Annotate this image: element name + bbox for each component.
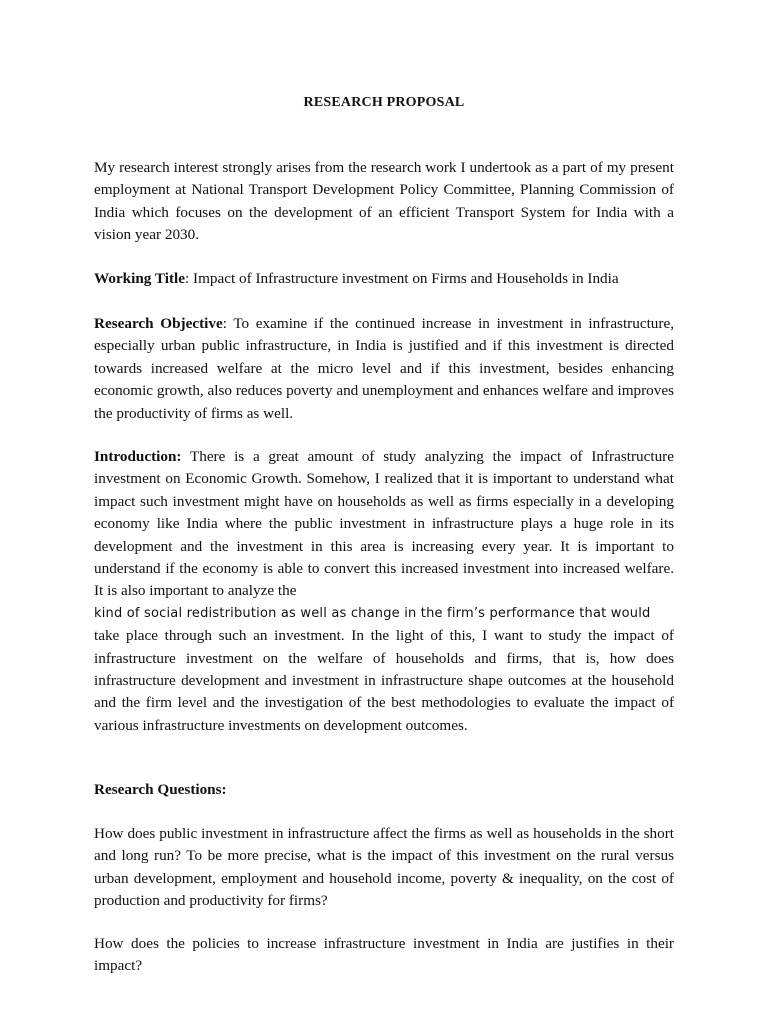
introduction-label: Introduction: — [94, 448, 182, 465]
document-title: RESEARCH PROPOSAL — [303, 95, 465, 110]
introduction-text-part1: There is a great amount of study analyzing the impact of Infrastructure investment on Economic Growth. Somehow, I realized that it is important to understand what impact such investment might have on households as well as firms especially in a developing economy like India where the public investment in infrastructure plays a huge role in its development and the investment in this area is increasing every year. It is important to understand if the economy is able to convert this increased investment into increased welfare. It is also important to analyze the — [94, 448, 674, 600]
research-objective-text: : To examine if the continued increase in investment in infrastructure, especially urban public infrastructure, in India is justified and if this investment is directed towards increased welfare at the micro level and if this investment, besides enhancing economic growth, also reduces poverty and unemployment and enhances welfare and improves the productivity of firms as well. — [94, 315, 674, 422]
research-objective-paragraph — [94, 313, 674, 425]
working-title-label: Working Title — [94, 270, 186, 287]
working-title-text: : Impact of Infrastructure investment on Firms and Households in India — [185, 270, 619, 287]
working-title-paragraph — [94, 268, 674, 290]
research-questions-heading: Research Questions: — [94, 781, 227, 798]
intro-paragraph: My research interest strongly arises from the research work I undertook as a part of my present employment at National Transport Development Policy Committee, Planning Commission of India which focuses on the development of an efficient Transport System for India with a vision year 2030. — [94, 159, 674, 244]
introduction-text-part2: take place through such an investment. In the light of this, I want to study the impact of infrastructure investment on the welfare of households and firms, that is, how does infrastructure development and investment in infrastructure shape outcomes at the household and the firm level and the investigation of the best methodologies to evaluate the impact of various infrastructure investments on development outcomes. — [94, 627, 674, 734]
research-question-1: How does public investment in infrastructure affect the firms as well as households in the short and long run? To be more precise, what is the impact of this investment on the rural versus urban development, employment and household income, poverty & inequality, on the cost of production and productivity for firms? — [94, 825, 674, 910]
research-objective-label: Research Objective — [94, 315, 223, 332]
research-question-2: How does the policies to increase infrastructure investment in India are justifies in their impact? — [94, 935, 674, 975]
introduction-text-sans-line: kind of social redistribution as well as change in the firm’s performance that would — [94, 605, 651, 621]
introduction-paragraph — [94, 446, 674, 737]
